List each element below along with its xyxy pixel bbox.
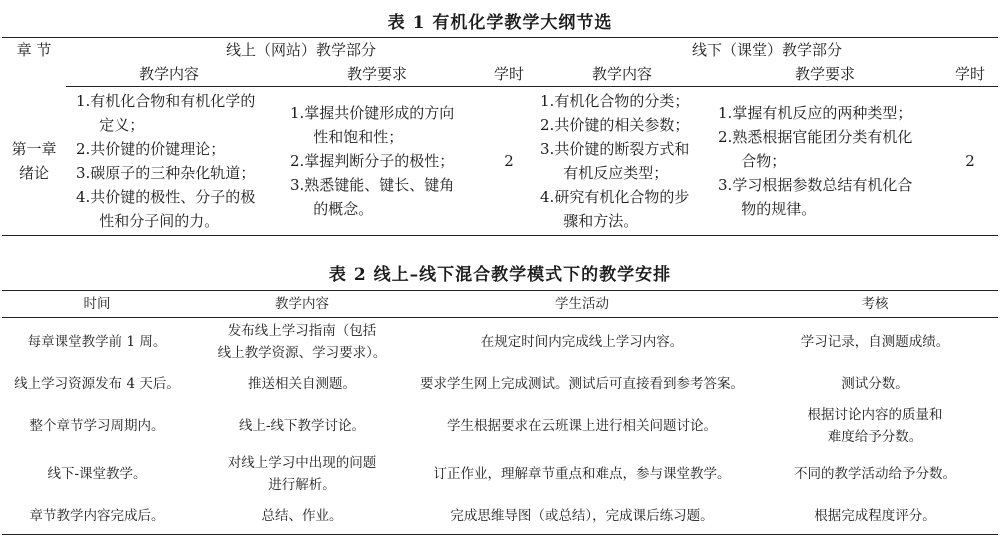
list-item: 3.共价键的断裂方式和有机反应类型； [540, 140, 690, 182]
chapter-title: 绪论 [18, 163, 49, 182]
table-row [2, 498, 998, 535]
time-cell: 线上学习资源发布 4 天后。 [14, 376, 180, 392]
table-row [2, 402, 998, 450]
online-content-cell [66, 87, 272, 236]
assessment-cell [752, 402, 998, 450]
assessment-header: 考核 [752, 291, 998, 318]
activity-cell: 要求学生网上完成测试。测试后可直接看到参考答案。 [420, 376, 744, 392]
time-cell: 整个章节学习周期内。 [29, 418, 165, 434]
list-item: 4.研究有机化合物的步骤和方法。 [540, 188, 690, 230]
list-item: 3.熟悉键能、键长、键角的概念。 [290, 176, 455, 218]
assessment-line: 难度给予分数。 [827, 429, 923, 445]
activity-cell: 在规定时间内完成线上学习内容。 [480, 334, 684, 350]
table-row [2, 318, 998, 367]
activity-cell: 学生根据要求在云班课上进行相关问题讨论。 [447, 418, 717, 434]
content-line: 对线上学习中出现的问题 [227, 455, 377, 471]
content-cell: 线上-线下教学讨论。 [238, 418, 366, 434]
list-item: 2.共价键的相关参数； [540, 116, 690, 134]
activity-cell: 订正作业，理解章节重点和难点，参与课堂教学。 [433, 466, 731, 482]
time-cell: 每章课堂教学前 1 周。 [27, 334, 167, 350]
syllabus-table [2, 37, 998, 236]
activity-cell: 完成思维导图（或总结），完成课后练习题。 [412, 498, 752, 535]
list-item: 4.共价键的极性、分子的极性和分子间的力。 [76, 188, 256, 230]
content-line: 进行解析。 [268, 477, 336, 493]
online-content-header: 教学内容 [66, 62, 272, 87]
chapter-header: 章 节 [2, 38, 66, 87]
list-item: 1.有机化合物和有机化学的定义； [76, 92, 256, 134]
content-cell [192, 318, 412, 367]
list-item: 1.掌握共价键形成的方向性和饱和性； [290, 104, 455, 146]
list-item: 3.碳原子的三种杂化轨道； [76, 164, 256, 182]
table2-caption: 表 2 线上–线下混合教学模式下的教学安排 [328, 265, 672, 285]
list-item: 2.掌握判断分子的极性； [290, 152, 455, 170]
chapter-number: 第一章 [11, 139, 57, 158]
list-item: 3.学习根据参数总结有机化合物的规律。 [718, 176, 913, 218]
online-part-header: 线上（网站）教学部分 [66, 38, 536, 63]
content-line: 发布线上学习指南（包括 [227, 323, 377, 339]
offline-content-cell [536, 87, 708, 236]
list-item: 2.熟悉根据官能团分类有机化合物； [718, 128, 913, 170]
table1-caption: 表 1 有机化学教学大纲节选 [387, 13, 613, 33]
online-requirements-cell [272, 87, 482, 236]
time-cell: 线下-课堂教学。 [47, 466, 147, 482]
list-item: 2.共价键的价键理论； [76, 140, 226, 158]
online-hours-header: 学时 [482, 62, 536, 87]
time-cell: 章节教学内容完成后。 [2, 498, 192, 535]
online-requirements-header: 教学要求 [272, 62, 482, 87]
offline-part-header: 线下（课堂）教学部分 [536, 38, 998, 63]
schedule-table [2, 290, 998, 535]
assessment-cell: 不同的教学活动给予分数。 [794, 466, 956, 482]
list-item: 1.有机化合物的分类； [540, 92, 690, 110]
content-cell [192, 450, 412, 498]
offline-hours-header: 学时 [942, 62, 998, 87]
activity-header: 学生活动 [412, 291, 752, 318]
table-row [2, 366, 998, 402]
chapter-cell [2, 87, 66, 236]
table-row [2, 450, 998, 498]
content-cell: 推送相关自测题。 [248, 376, 356, 392]
content-line: 线上教学资源、学习要求）。 [217, 345, 387, 361]
list-item: 1.掌握有机反应的两种类型； [718, 104, 913, 122]
online-hours-cell: 2 [482, 87, 536, 236]
content-header: 教学内容 [192, 291, 412, 318]
assessment-cell: 测试分数。 [841, 376, 909, 392]
offline-hours-cell: 2 [942, 87, 998, 236]
assessment-cell: 根据完成程度评分。 [752, 498, 998, 535]
content-cell: 总结、作业。 [192, 498, 412, 535]
offline-requirements-cell [708, 87, 942, 236]
time-header: 时间 [2, 291, 192, 318]
assessment-cell: 学习记录，自测题成绩。 [800, 334, 950, 350]
offline-requirements-header: 教学要求 [708, 62, 942, 87]
assessment-line: 根据讨论内容的质量和 [807, 407, 943, 423]
offline-content-header: 教学内容 [536, 62, 708, 87]
